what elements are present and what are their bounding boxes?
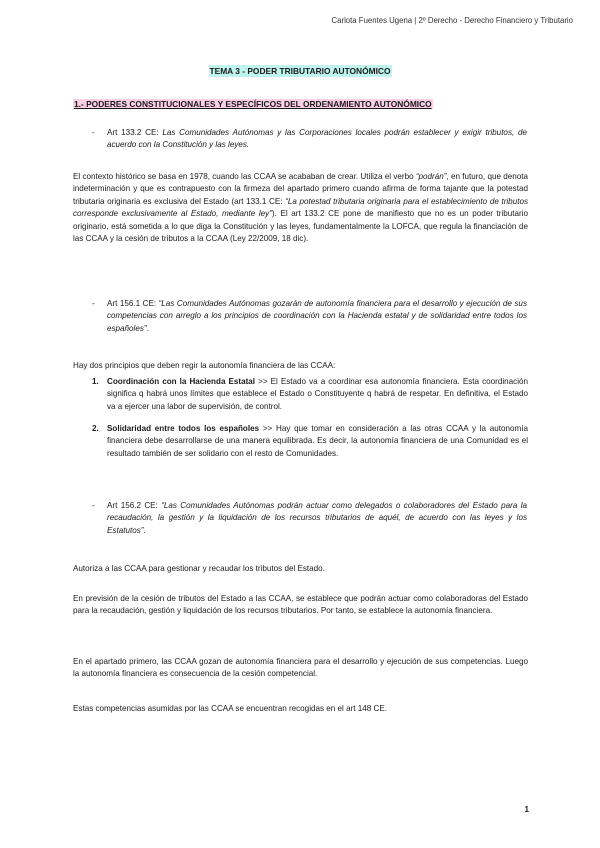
article-156-2-tail: . bbox=[143, 525, 146, 535]
article-133-text bbox=[107, 127, 527, 152]
dash-marker: - bbox=[92, 501, 95, 510]
context-word-podran: “podrán” bbox=[415, 172, 447, 181]
principles-intro: Hay dos principios que deben regir la autonomía financiera de las CCAA: bbox=[73, 361, 336, 370]
principle-number: 2. bbox=[92, 424, 99, 433]
context-part-2: , en futuro, que denota indeterminación y que es contrapuesto con la firmeza del apartado primero cuando afirma de forma tajante que la potestad tributaria originaria es exclusiva del Estado (art 133.1 CE: bbox=[73, 172, 528, 206]
principle-item bbox=[92, 423, 528, 460]
first-section-paragraph: En el apartado primero, las CCAA gozan de autonomía financiera para el desarrollo y ejecución de sus competencias. Luego la autonomía financiera es consecuencia de la cesión competencial. bbox=[73, 657, 528, 679]
authorize-paragraph: Autoriza a las CCAA para gestionar y recaudar los tributos del Estado. bbox=[73, 564, 325, 573]
document-title: TEMA 3 - PODER TRIBUTARIO AUTONÓMICO bbox=[209, 66, 391, 76]
competences-paragraph: Estas competencias asumidas por las CCAA se encuentran recogidas en el art 148 CE. bbox=[73, 704, 388, 713]
section-heading bbox=[73, 98, 433, 111]
section-heading-text: 1.- PODERES CONSTITUCIONALES Y ESPECÍFICOS DEL ORDENAMIENTO AUTONÓMICO bbox=[74, 99, 432, 109]
article-156-1-quote: “Las Comunidades Autónomas gozarán de autonomía financiera para el desarrollo y ejecución de sus competencias con arreglo a los principios de coordinación con la Hacienda estatal y de solidaridad entre todos los españoles” bbox=[107, 299, 527, 333]
article-156-2-text bbox=[107, 500, 527, 537]
dash-marker: - bbox=[92, 128, 95, 137]
context-part-1: El contexto histórico se basa en 1978, cuando las CCAA se acababan de crear. Utiliza el verbo bbox=[73, 172, 416, 181]
article-156-2-quote: “Las Comunidades Autónomas podrán actuar como delegados o colaboradores del Estado para la recaudación, la gestión y la liquidación de los recursos tributarios de aquél, de acuerdo con las leyes y los Estatutos” bbox=[107, 501, 527, 535]
principle-text bbox=[107, 423, 528, 460]
article-133-item bbox=[92, 127, 527, 152]
dash-marker: - bbox=[92, 299, 95, 308]
prevision-paragraph: En previsión de la cesión de tributos del Estado a las CCAA, se establece que podrán actuar como colaboradoras del Estado para la recaudación, gestión y liquidación de los recursos tributarios. Por tanto, se establece la autonomía financiera. bbox=[73, 594, 528, 616]
principle-label: Coordinación con la Hacienda Estatal bbox=[107, 377, 256, 386]
article-133-quote: Las Comunidades Autónomas y las Corporaciones locales podrán establecer y exigir tributos, de acuerdo con la Constitución y las leyes. bbox=[107, 128, 527, 150]
principle-label: Solidaridad entre todos los españoles bbox=[107, 424, 260, 433]
context-quote-133-1: “La potestad tributaria originaria para el establecimiento de tributos corresponde exclusivamente al Estado, mediante ley” bbox=[73, 196, 528, 219]
principle-text bbox=[107, 376, 528, 413]
principle-item bbox=[92, 376, 528, 413]
article-156-1-tail: . bbox=[146, 323, 149, 333]
article-156-2-lead: Art 156.2 CE: bbox=[107, 501, 162, 510]
page-header: Carlota Fuentes Ugena | 2º Derecho - Derecho Financiero y Tributario bbox=[331, 16, 573, 25]
page-number: 1 bbox=[524, 805, 529, 814]
article-156-1-item bbox=[92, 298, 527, 335]
title-container bbox=[0, 65, 600, 78]
article-133-lead: Art 133.2 CE: bbox=[107, 128, 163, 137]
principle-description: >> El Estado va a coordinar esa autonomía financiera. Esta coordinación significa q habrá unos límites que establece el Estado o Constituyente q habrá de respetar. En definitiva, el Estado va a ejercer una labor de supervisión, de control. bbox=[107, 377, 528, 411]
principle-number: 1. bbox=[92, 377, 99, 386]
article-156-1-text bbox=[107, 298, 527, 335]
context-part-3: ). El art 133.2 CE pone de manifiesto que no es un poder tributario originario, está sometida a lo que diga la Constitución y las leyes, fundamentalmente la LOFCA, que regula la financiación de las CCAA y la cesión de tributos a la CCAA (Ley 22/2009, 18 dic). bbox=[73, 209, 528, 244]
principle-description: >> Hay que tomar en consideración a las otras CCAA y la autonomía financiera debe desarrollarse de una manera equilibrada. Es decir, la autonomía financiera de una Comunidad es el resultado también de ser solidario con el resto de Comunidades. bbox=[107, 424, 528, 458]
context-paragraph bbox=[73, 171, 528, 245]
article-156-2-item bbox=[92, 500, 527, 537]
article-156-1-lead: Art 156.1 CE: bbox=[107, 299, 159, 308]
